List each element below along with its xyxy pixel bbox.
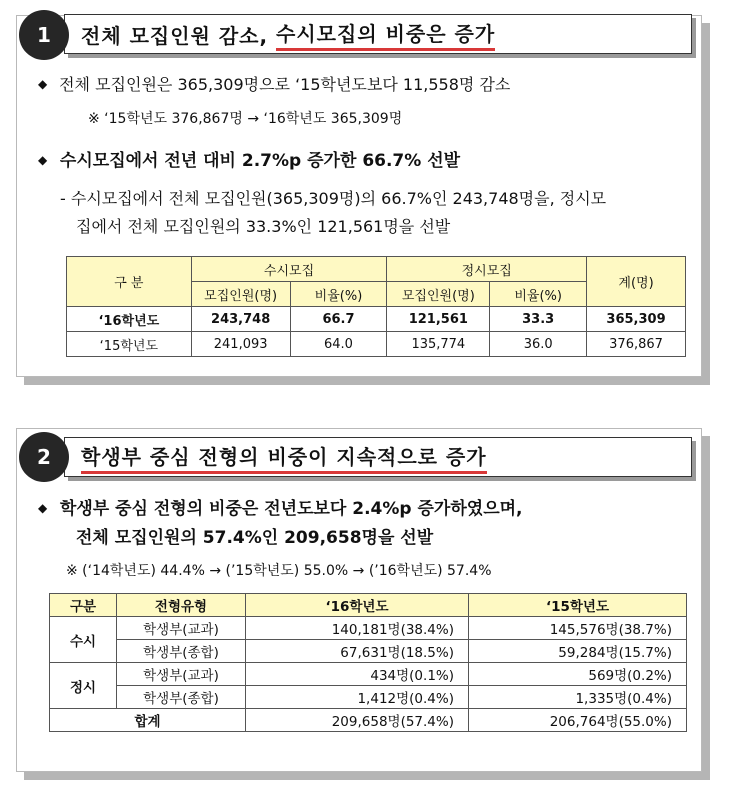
row-type: 학생부(종합): [117, 686, 246, 709]
section-1-title-highlight: 수시모집의 비중은 증가: [276, 18, 495, 51]
table-row: [50, 617, 687, 640]
section-1-note: ※ ‘15학년도 376,867명 → ‘16학년도 365,309명: [88, 111, 403, 127]
section-2-note: ※ (‘14학년도) 44.4% → (’15학년도) 55.0% → (’16학년도) 57.4%: [66, 563, 492, 579]
table-header-type: 전형유형: [117, 594, 246, 617]
row-jeongsi-count: 135,774: [387, 332, 490, 357]
table-header-susi-count: 모집인원(명): [191, 282, 290, 307]
section-1-dash-line-1: - 수시모집에서 전체 모집인원(365,309명)의 66.7%인 243,748명을, 정시모: [60, 189, 607, 208]
section-1-number-badge: 1: [19, 10, 69, 60]
row-type: 학생부(종합): [117, 640, 246, 663]
table-row: [50, 686, 687, 709]
row-2016: 67,631명(18.5%): [246, 640, 469, 663]
section-1-title-plain: 전체 모집인원 감소,: [81, 23, 277, 48]
table-total-row: [50, 709, 687, 732]
section-1-bullet-2-text: 수시모집에서 전년 대비 2.7%p 증가한 66.7% 선발: [59, 151, 461, 171]
table-header-2016: ‘16학년도: [246, 594, 469, 617]
section-1-dash-line-2: 집에서 전체 모집인원의 33.3%인 121,561명을 선발: [76, 217, 451, 236]
row-2016: 140,181명(38.4%): [246, 617, 469, 640]
table-row: [50, 663, 687, 686]
table-row: [67, 307, 686, 332]
row-year: ‘15학년도: [67, 332, 192, 357]
table-header-jeongsi-ratio: 비율(%): [490, 282, 587, 307]
table-row: [67, 332, 686, 357]
section-2-bullet-line-1: [38, 494, 523, 519]
total-label: 합계: [50, 709, 246, 732]
row-2015: 59,284명(15.7%): [469, 640, 687, 663]
row-group-susi: 수시: [50, 617, 117, 663]
black-diamond-icon: ◆: [38, 501, 48, 515]
row-2015: 145,576명(38.7%): [469, 617, 687, 640]
table-header-category: 구분: [50, 594, 117, 617]
row-susi-count: 243,748: [191, 307, 290, 332]
section-1-title: [64, 14, 692, 54]
row-2016: 434명(0.1%): [246, 663, 469, 686]
section-1-bullet-2: [38, 146, 460, 171]
row-susi-count: 241,093: [191, 332, 290, 357]
row-susi-ratio: 64.0: [290, 332, 387, 357]
row-type: 학생부(교과): [117, 617, 246, 640]
section-2-title: [64, 437, 692, 477]
section-2-title-highlight: 학생부 중심 전형의 비중이 지속적으로 증가: [81, 441, 487, 474]
table-header-jeongsi-count: 모집인원(명): [387, 282, 490, 307]
table-header-category: 구 분: [67, 257, 192, 307]
row-susi-ratio: 66.7: [290, 307, 387, 332]
row-type: 학생부(교과): [117, 663, 246, 686]
total-2016: 209,658명(57.4%): [246, 709, 469, 732]
row-2016: 1,412명(0.4%): [246, 686, 469, 709]
row-total: 365,309: [587, 307, 686, 332]
total-2015: 206,764명(55.0%): [469, 709, 687, 732]
row-total: 376,867: [587, 332, 686, 357]
row-2015: 569명(0.2%): [469, 663, 687, 686]
black-diamond-icon: ◆: [38, 77, 48, 91]
table-row: [50, 640, 687, 663]
section-1-table: [66, 256, 686, 357]
row-jeongsi-count: 121,561: [387, 307, 490, 332]
row-jeongsi-ratio: 36.0: [490, 332, 587, 357]
row-year: ‘16학년도: [67, 307, 192, 332]
black-diamond-icon: ◆: [38, 153, 48, 167]
row-2015: 1,335명(0.4%): [469, 686, 687, 709]
section-2-number-badge: 2: [19, 432, 69, 482]
row-jeongsi-ratio: 33.3: [490, 307, 587, 332]
row-group-jeongsi: 정시: [50, 663, 117, 709]
section-2-table: [49, 593, 687, 732]
section-1-bullet-1: [38, 72, 510, 95]
table-header-susi-ratio: 비율(%): [290, 282, 387, 307]
section-2-bullet-line-1-text: 학생부 중심 전형의 비중은 전년도보다 2.4%p 증가하였으며,: [59, 499, 523, 519]
table-header-2015: ‘15학년도: [469, 594, 687, 617]
table-header-susi: 수시모집: [191, 257, 387, 282]
table-header-jeongsi: 정시모집: [387, 257, 587, 282]
section-1-bullet-1-text: 전체 모집인원은 365,309명으로 ‘15학년도보다 11,558명 감소: [59, 75, 511, 94]
section-2-bullet-line-2: 전체 모집인원의 57.4%인 209,658명을 선발: [76, 528, 434, 548]
table-header-total: 계(명): [587, 257, 686, 307]
